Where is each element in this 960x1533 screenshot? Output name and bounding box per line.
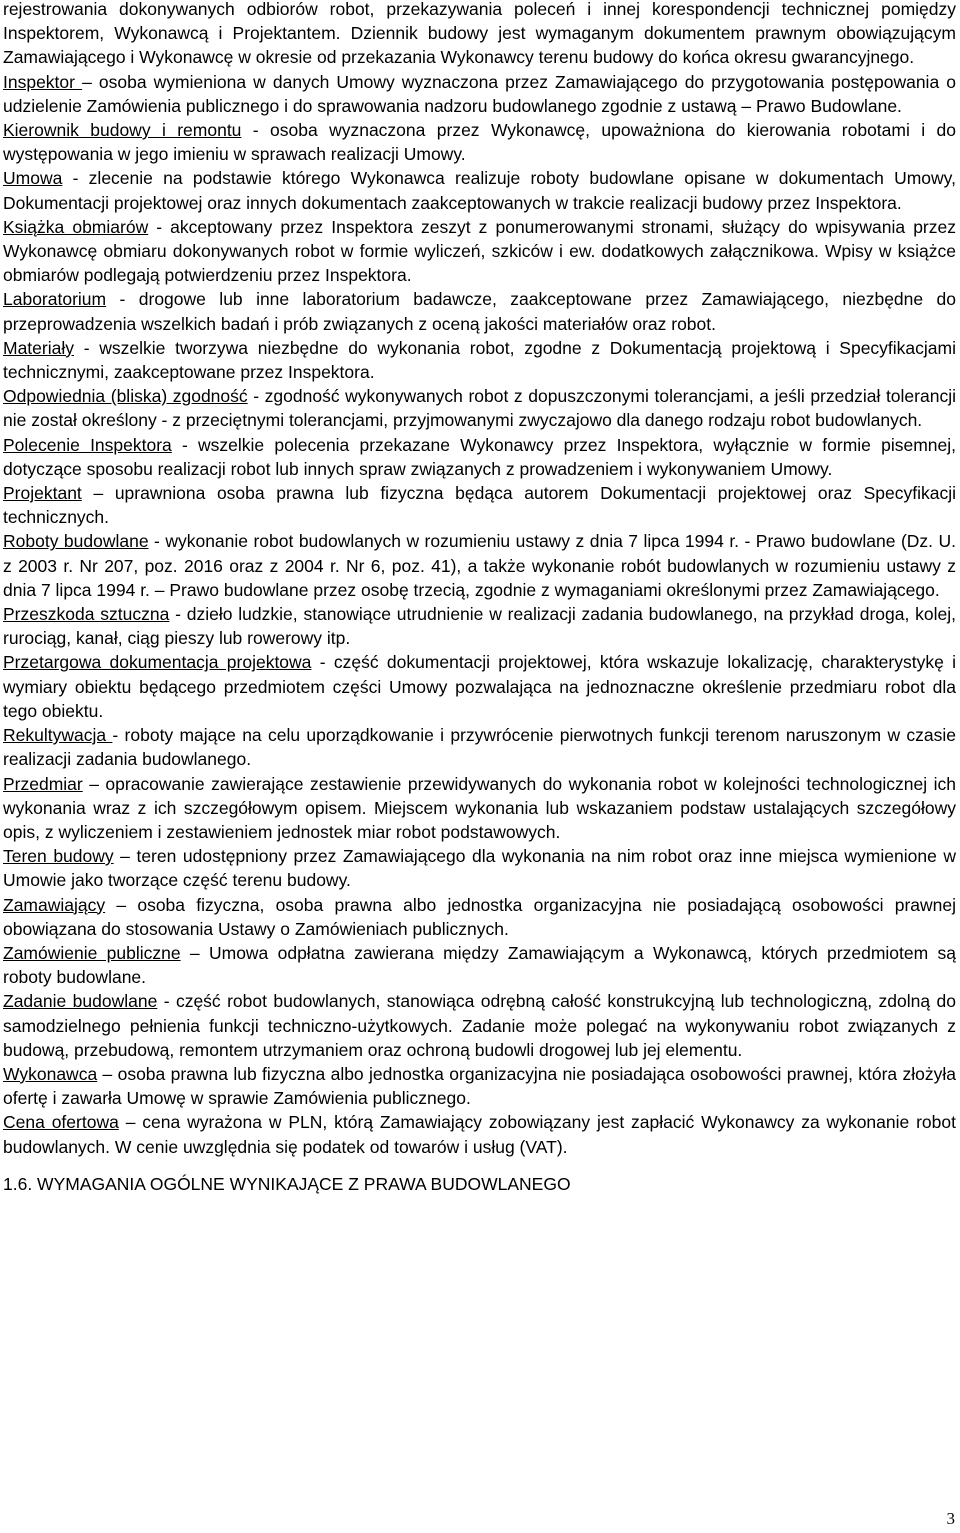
definition-text: - osoba wyznaczona przez Wykonawcę, upoważniona do kierowania robotami i do występowania w jego imieniu w sprawach realizacji Umowy. (3, 120, 956, 165)
definition-cena-ofertowa (3, 1110, 956, 1158)
definition-text: - wszelkie tworzywa niezbędne do wykonania robot, zgodne z Dokumentacją projektową i Specyfikacjami technicznymi, zaakceptowane przez Inspektora. (3, 337, 956, 383)
definition-term: Laboratorium (3, 289, 107, 310)
definition-przetargowa-dokumentacja (3, 650, 956, 723)
definition-term: Teren budowy (3, 846, 114, 867)
definition-term: Roboty budowlane (3, 531, 149, 552)
definition-polecenie-inspektora (3, 433, 956, 481)
definition-kierownik-budowy (3, 118, 956, 166)
definition-text: - część robot budowlanych, stanowiąca odrębną całość konstrukcyjną lub technologiczną, zdolną do samodzielnego pełnienia funkcji techniczno-użytkowych. Zadanie może polegać na wykonywaniu robot związanych z budową, przebudową, remontem utrzymaniem oraz ochroną budowli drogowej lub jej elementu. (3, 991, 956, 1060)
definition-zamowienie-publiczne (3, 941, 956, 989)
intro-paragraph: rejestrowania dokonywanych odbiorów robot, przekazywania poleceń i innej korespondencji technicznej pomiędzy Inspektorem, Wykonawcą i Projektantem. Dziennik budowy jest wymaganym dokumentem prawnym obowiązującym Zamawiającego i Wykonawcę w okresie od przekazania Wykonawcy terenu budowy do końca okresu gwarancyjnego. (3, 0, 956, 68)
definition-term: Rekultywacja (3, 725, 113, 746)
definition-term: Przeszkoda sztuczna (3, 604, 170, 625)
definition-text: – uprawniona osoba prawna lub fizyczna będąca autorem Dokumentacji projektowej oraz Specyfikacji technicznych. (3, 483, 956, 528)
definition-term: Zadanie budowlane (3, 991, 158, 1012)
document-page (3, 0, 956, 1196)
definition-inspektor (3, 70, 956, 118)
definition-text: – osoba fizyczna, osoba prawna albo jednostka organizacyjna nie posiadającą osobowości prawnej obowiązana do stosowania Ustawy o Zamówieniach publicznych. (3, 894, 956, 939)
definition-text: - wykonanie robot budowlanych w rozumieniu ustawy z dnia 7 lipca 1994 r. - Prawo budowlane (Dz. U. z 2003 r. Nr 207, poz. 2016 oraz z 2004 r. Nr 6, poz. 41), a także wykonanie robót budowlanych w rozumieniu ustawy z dnia 7 lipca 1994 r. – Prawo budowlane przez osobę trzecią, zgodnie z wymaganiami określonymi przez Zamawiającego. (3, 531, 957, 600)
definition-przeszkoda-sztuczna (3, 602, 956, 650)
definition-text: – osoba wymieniona w danych Umowy wyznaczona przez Zamawiającego do przygotowania postępowania o udzielenie Zamówienia publicznego i do sprawowania nadzoru budowlanego zgodnie z ustawą – Prawo Budowlane. (3, 71, 956, 116)
definition-text: – teren udostępniony przez Zamawiającego dla wykonania na nim robot oraz inne miejsca wymienione w Umowie jako tworzące część terenu budowy. (3, 846, 956, 891)
section-heading: 1.6. WYMAGANIA OGÓLNE WYNIKAJĄCE Z PRAWA BUDOWLANEGO (3, 1173, 571, 1194)
definition-zadanie-budowlane (3, 989, 956, 1062)
definition-term: Kierownik budowy i remontu (3, 120, 242, 141)
definition-umowa (3, 166, 956, 214)
definition-text: – Umowa odpłatna zawierana między Zamawiającym a Wykonawcą, których przedmiotem są roboty budowlane. (3, 942, 956, 988)
definition-wykonawca (3, 1062, 956, 1110)
definition-term: Polecenie Inspektora (3, 434, 172, 455)
definition-odpowiednia-zgodnosc (3, 384, 956, 432)
definition-term: Przetargowa dokumentacja projektowa (3, 652, 312, 673)
page-number: 3 (946, 1509, 955, 1528)
definition-term: Zamówienie publiczne (3, 942, 181, 963)
definition-term: Odpowiednia (bliska) zgodność (3, 386, 248, 407)
definition-text: - dzieło ludzkie, stanowiące utrudnienie w realizacji zadania budowlanego, na przykład droga, kolej, rurociąg, kanał, ciąg pieszy lub rowerowy itp. (3, 604, 957, 649)
definition-text: - zlecenie na podstawie którego Wykonawca realizuje roboty budowlane opisane w dokumentach Umowy, Dokumentacji projektowej oraz innych dokumentach zaakceptowanych w trakcie realizacji budowy przez Inspektora. (3, 168, 956, 213)
definition-term: Wykonawca (3, 1063, 98, 1084)
definition-text: - akceptowany przez Inspektora zeszyt z ponumerowanymi stronami, służący do wpisywania przez Wykonawcę obmiaru dokonywanych robot w formie wyliczeń, szkiców i ew. dodatkowych załącznikowa. Wpisy w książce obmiarów podlegają potwierdzeniu przez Inspektora. (3, 216, 956, 286)
definition-text: – opracowanie zawierające zestawienie przewidywanych do wykonania robot w kolejności technologicznej ich wykonania wraz z ich szczegółowym opisem. Miejscem wykonania lub wskazaniem podstaw ustalających szczegółowy opis, z wyliczeniem i zestawieniem jednostek miar robot podstawowych. (3, 773, 956, 842)
definition-roboty-budowlane (3, 529, 956, 602)
definition-term: Inspektor (3, 71, 83, 92)
definition-term: Projektant (3, 483, 82, 504)
definition-term: Przedmiar (3, 773, 83, 794)
definition-term: Zamawiający (3, 894, 106, 915)
definition-teren-budowy (3, 844, 956, 892)
definition-text: – cena wyrażona w PLN, którą Zamawiający zobowiązany jest zapłacić Wykonawcy za wykonanie robot budowlanych. W cenie uwzględnia się podatek od towarów i usług (VAT). (3, 1112, 956, 1157)
definition-text: - drogowe lub inne laboratorium badawcze, zaakceptowane przez Zamawiającego, niezbędne do przeprowadzenia wszelkich badań i prób związanych z oceną jakości materiałów oraz robot. (3, 289, 956, 334)
definition-text: - roboty mające na celu uporządkowanie i przywrócenie pierwotnych funkcji terenom naruszonym w czasie realizacji zadania budowlanego. (3, 725, 956, 770)
definition-text: – osoba prawna lub fizyczna albo jednostka organizacyjna nie posiadająca osobowości prawnej, która złożyła ofertę i zawarła Umowę w sprawie Zamówienia publicznego. (3, 1063, 956, 1109)
definition-term: Książka obmiarów (3, 216, 149, 237)
definition-rekultywacja (3, 723, 956, 771)
definition-text: - część dokumentacji projektowej, która wskazuje lokalizację, charakterystykę i wymiary obiektu będącego przedmiotem części Umowy pozwalająca na jednoznaczne określenie przedmiaru robot dla tego obiektu. (3, 652, 956, 721)
definition-text: - zgodność wykonywanych robot z dopuszczonymi tolerancjami, a jeśli przedział tolerancji nie został określony - z przeciętnymi tolerancjami, przyjmowanymi zwyczajowo dla danego rodzaju robot budowlanych. (3, 386, 956, 431)
definition-term: Umowa (3, 168, 63, 189)
definition-projektant (3, 481, 956, 529)
definition-term: Materiały (3, 337, 74, 358)
definition-text: - wszelkie polecenia przekazane Wykonawcy przez Inspektora, wyłącznie w formie pisemnej, dotyczące sposobu realizacji robot lub innych spraw związanych z prowadzeniem i wykonywaniem Umowy. (3, 434, 956, 479)
definition-przedmiar (3, 772, 956, 845)
definition-materialy (3, 336, 956, 384)
definition-ksiazka-obmiarow (3, 215, 956, 288)
definition-term: Cena ofertowa (3, 1112, 119, 1133)
definition-laboratorium (3, 287, 956, 335)
definition-zamawiajacy (3, 893, 956, 941)
